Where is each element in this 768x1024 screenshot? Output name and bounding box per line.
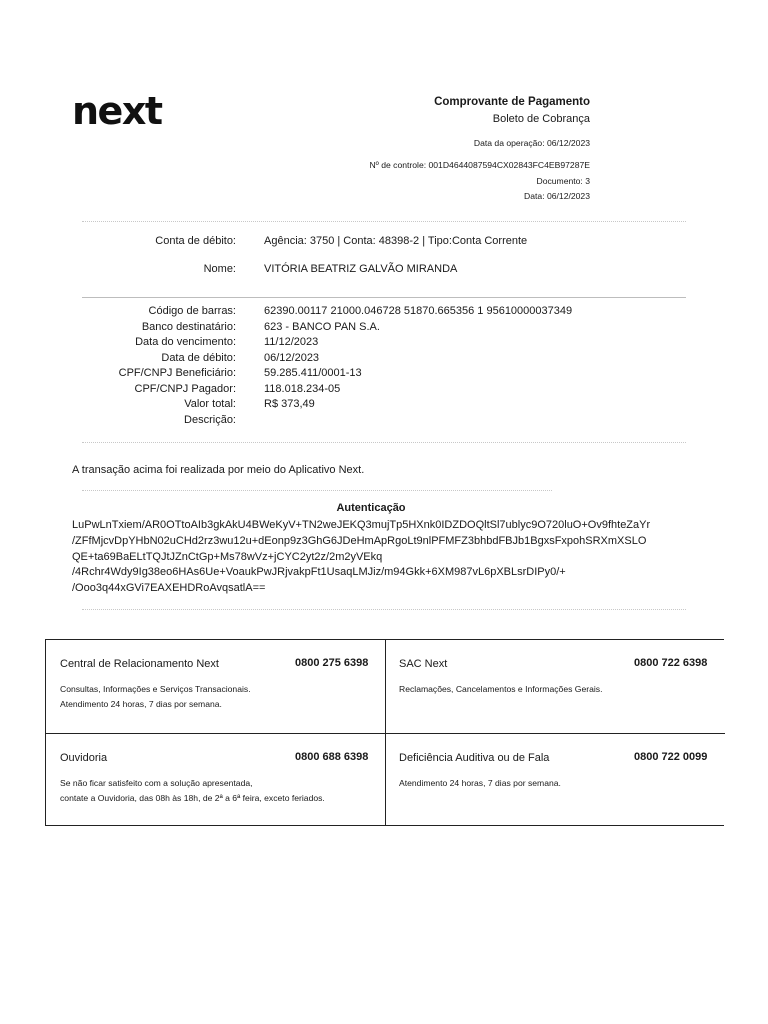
contact-desc: Atendimento 24 horas, 7 dias por semana. (60, 699, 222, 709)
contact-name: SAC Next (399, 658, 448, 670)
total-value: R$ 373,49 (264, 398, 315, 410)
contact-name: Ouvidoria (60, 752, 108, 764)
auth-line: /ZFfMjcvDpYHbN02uCHd2rz3wu12u+dEonp9z3GhG6JDeHmApRgoLt9nlPFMFZ3bhbdFBJb1BgxsFxpohSRXmXSLO (72, 534, 647, 547)
contact-desc: Consultas, Informações e Serviços Transacionais. (60, 684, 251, 694)
auth-line: /Ooo3q44xGVi7EAXEHDRoAvqsatlA== (72, 582, 266, 595)
auth-line: LuPwLnTxiem/AR0OTtoAIb3gkAkU4BWeKyV+TN2weJEKQ3mujTp5HXnk0IDZDOQltSl7ublyc9O720luO+Ov9fhteZaYr (72, 519, 651, 531)
divider (82, 221, 686, 222)
contact-desc: Reclamações, Cancelamentos e Informações Gerais. (399, 684, 603, 694)
receipt-subtitle: Boleto de Cobrança (492, 113, 590, 125)
contact-phone: 0800 722 0099 (634, 751, 708, 763)
divider (82, 490, 552, 491)
auth-line: QE+ta69BaELtTQJtJZnCtGp+Ms78wVz+jCYC2yt2z/2m2yVEkq (72, 550, 383, 563)
name-value: VITÓRIA BEATRIZ GALVÃO MIRANDA (264, 263, 458, 275)
contact-phone: 0800 275 6398 (295, 657, 369, 669)
divider (82, 442, 686, 443)
auth-line: /4Rchr4Wdy9Ig38eo6HAs6Ue+VoaukPwJRjvakpFt1UsaqLMJiz/m94Gkk+6XM987vL6pXBLsrDIPy0/+ (72, 566, 566, 579)
contact-desc: contate a Ouvidoria, das 08h às 18h, de 2ª a 6ª feira, exceto feriados. (60, 793, 325, 803)
operation-date: Data da operação: 06/12/2023 (473, 138, 590, 148)
control-number: Nº de controle: 001D4644087594CX02843FC4EB97287E (369, 160, 590, 170)
debit-account-label: Conta de débito: (155, 235, 236, 247)
total-value-label: Valor total: (184, 398, 236, 410)
contact-table (45, 639, 724, 826)
due-date-value: 11/12/2023 (264, 336, 319, 348)
name-label: Nome: (203, 263, 236, 275)
document-number: Documento: 3 (536, 176, 590, 186)
next-logo: next (72, 89, 162, 133)
beneficiary-id-label: CPF/CNPJ Beneficiário: (118, 367, 236, 379)
contact-desc: Atendimento 24 horas, 7 dias por semana. (399, 778, 561, 788)
contact-desc: Se não ficar satisfeito com a solução apresentada, (60, 778, 253, 788)
contact-name: Central de Relacionamento Next (60, 658, 219, 670)
payer-id-label: CPF/CNPJ Pagador: (134, 383, 236, 395)
receipt-title: Comprovante de Pagamento (434, 96, 590, 108)
divider (82, 297, 686, 298)
debit-date-label: Data de débito: (161, 352, 236, 364)
transaction-note: A transação acima foi realizada por meio do Aplicativo Next. (72, 464, 365, 476)
contact-phone: 0800 722 6398 (634, 657, 708, 669)
debit-account-value: Agência: 3750 | Conta: 48398-2 | Tipo:Conta Corrente (264, 235, 528, 247)
contact-phone: 0800 688 6398 (295, 751, 369, 763)
document-date: Data: 06/12/2023 (524, 191, 590, 201)
debit-date-value: 06/12/2023 (264, 352, 320, 364)
destination-bank-label: Banco destinatário: (141, 321, 236, 333)
barcode-label: Código de barras: (148, 305, 236, 317)
authentication-title: Autenticação (336, 502, 406, 514)
description-label: Descrição: (184, 414, 236, 426)
payer-id-value: 118.018.234-05 (264, 383, 341, 395)
contact-name: Deficiência Auditiva ou de Fala (399, 752, 550, 764)
due-date-label: Data do vencimento: (135, 336, 236, 348)
barcode-value: 62390.00117 21000.046728 51870.665356 1 95610000037349 (264, 305, 573, 317)
authentication-code (72, 518, 672, 597)
beneficiary-id-value: 59.285.411/0001-13 (264, 367, 362, 379)
contact-divider-horizontal (46, 733, 725, 734)
destination-bank-value: 623 - BANCO PAN S.A. (264, 321, 380, 333)
divider (82, 609, 686, 610)
